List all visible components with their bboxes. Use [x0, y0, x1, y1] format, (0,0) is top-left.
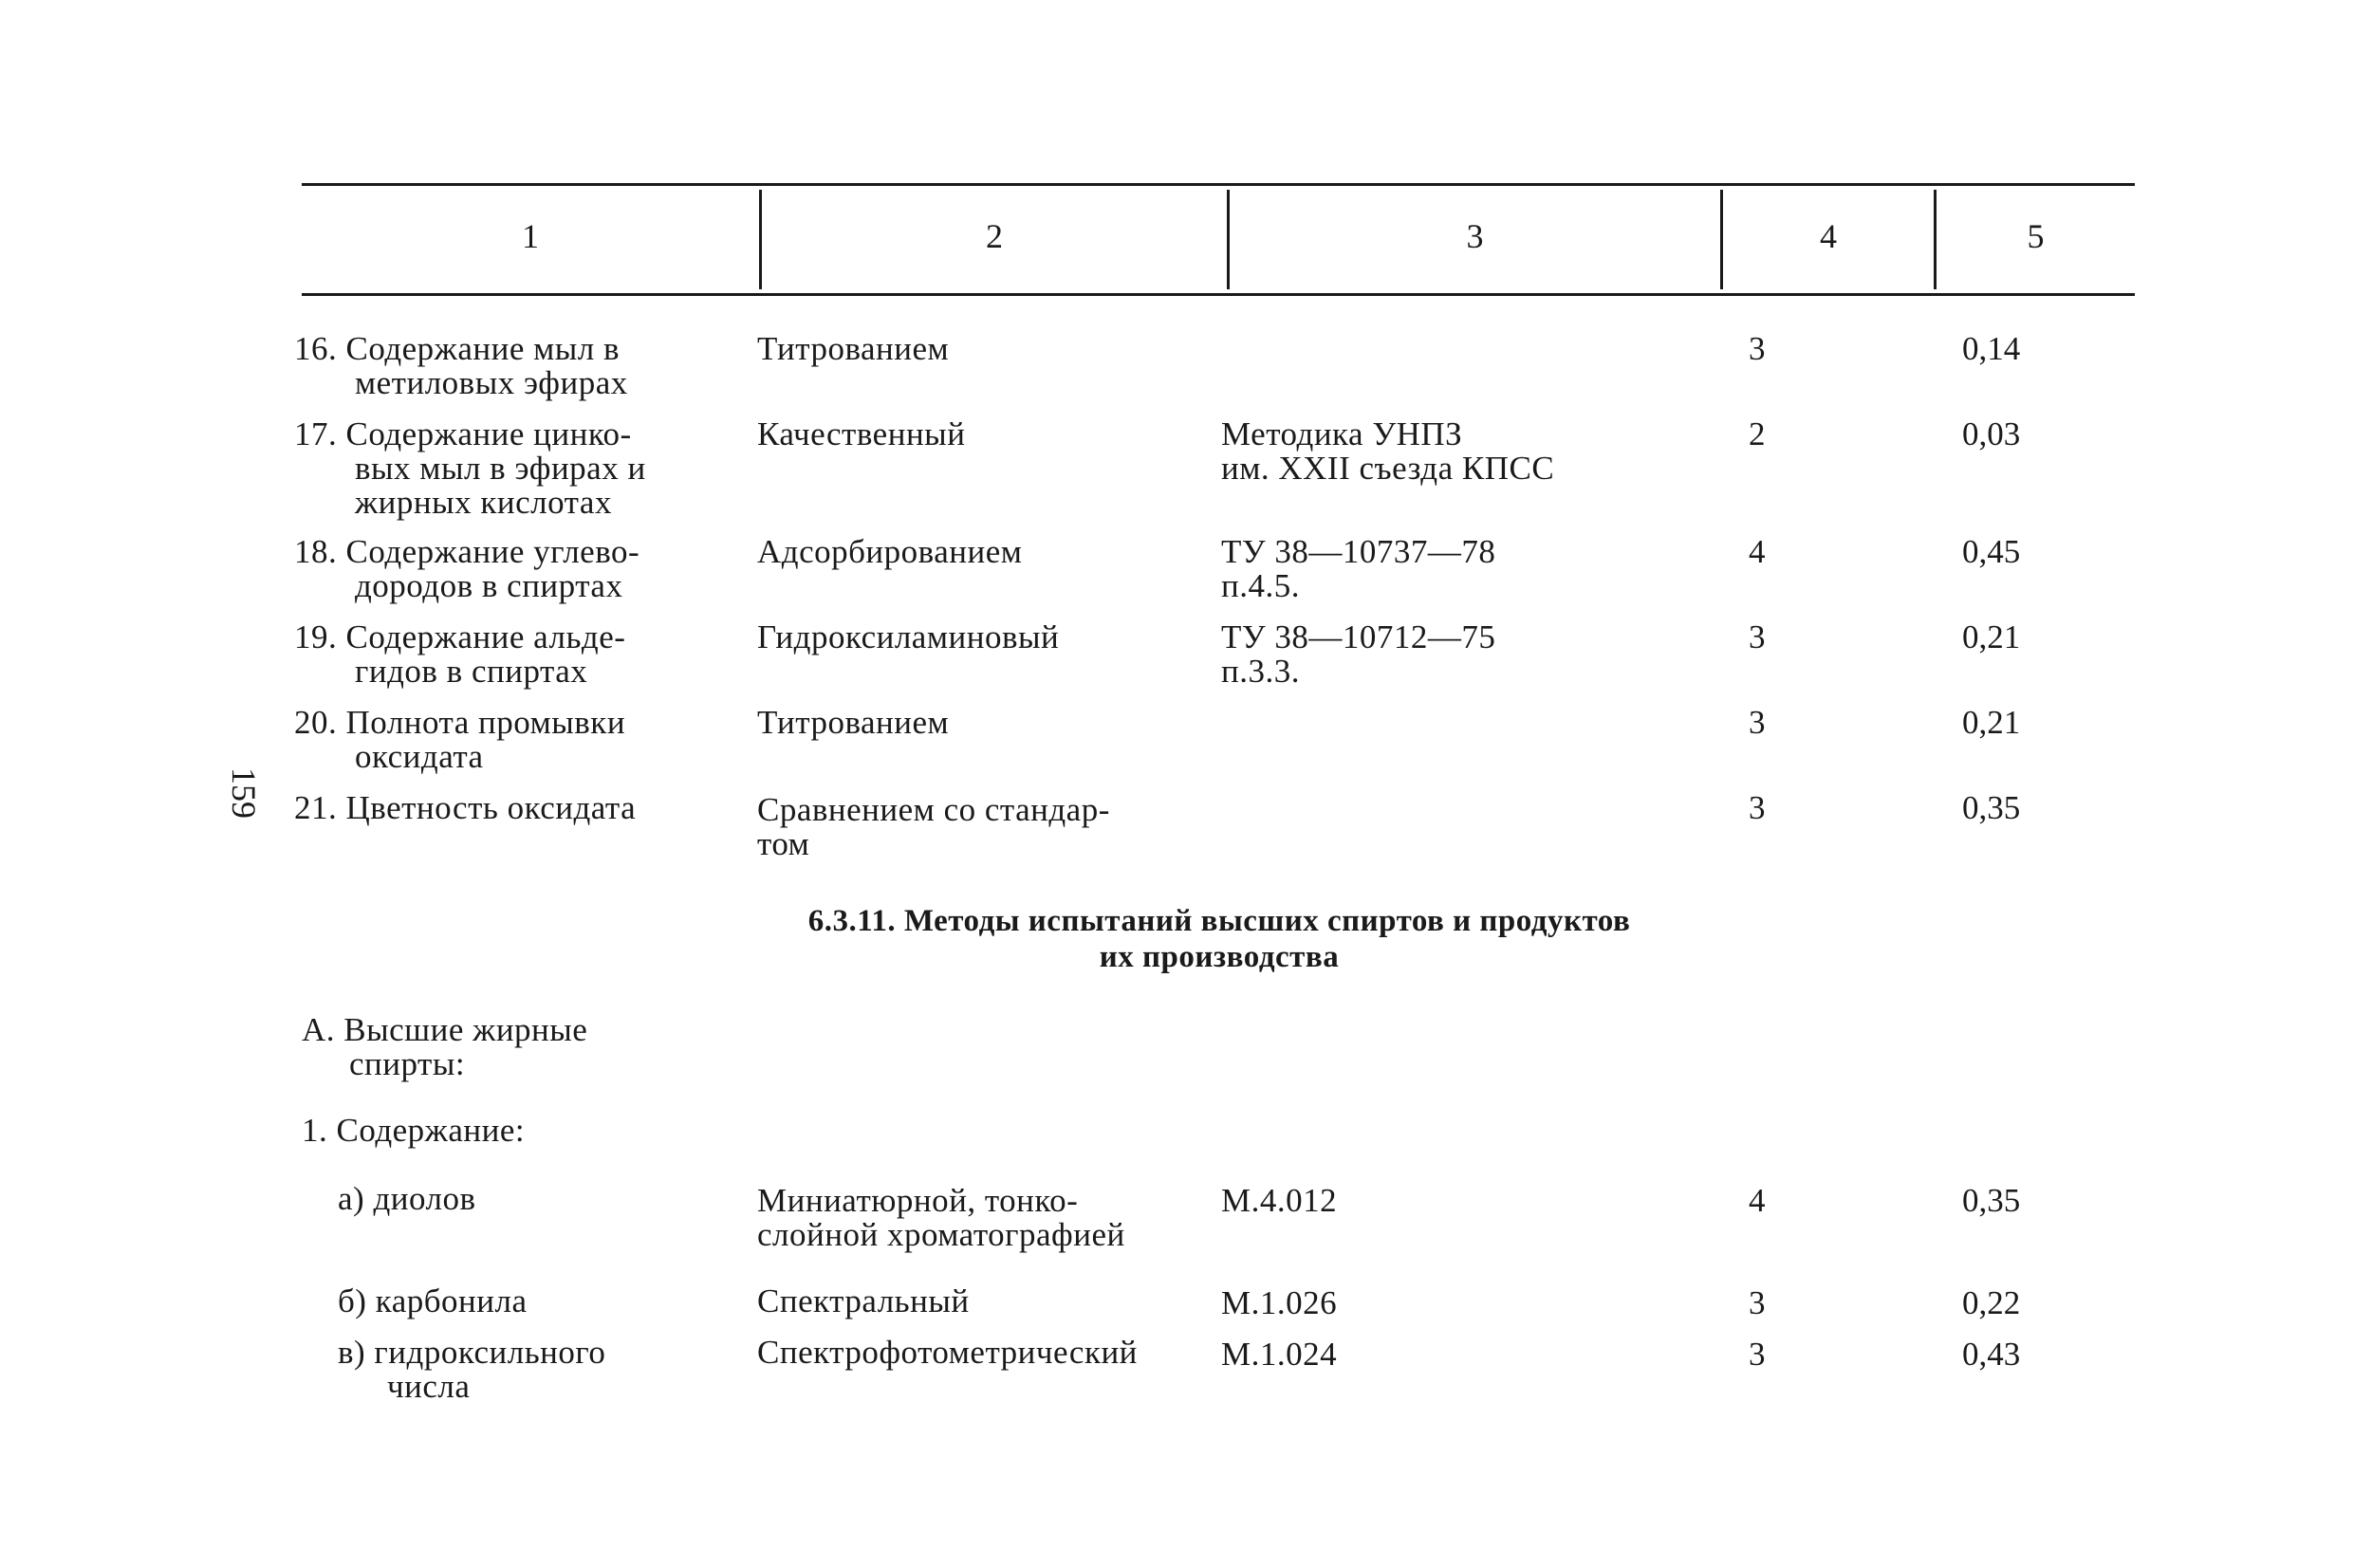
row-col5: 0,21: [1962, 704, 2021, 741]
row-method: Спектральный: [757, 1282, 970, 1319]
group-heading: А. Высшие жирные: [302, 1011, 588, 1048]
row-name-line: дородов в спиртах: [355, 567, 623, 604]
row-name-line: в) гидроксильного: [338, 1334, 606, 1371]
row-name-line: а) диолов: [338, 1180, 476, 1217]
row-name-line: б) карбонила: [338, 1282, 528, 1319]
row-name-line: 20. Полнота промывки: [294, 704, 626, 741]
table-top-rule: [302, 183, 2135, 186]
row-name-line: 19. Содержание альде-: [294, 618, 626, 655]
row-method: Миниатюрной, тонко-: [757, 1182, 1079, 1219]
section-title-line: их производства: [1099, 940, 1340, 974]
row-col5: 0,21: [1962, 618, 2021, 655]
row-doc: ТУ 38—10737—78: [1221, 533, 1496, 570]
row-col4: 3: [1749, 1284, 1766, 1321]
row-col5: 0,03: [1962, 415, 2021, 452]
row-method: Адсорбированием: [757, 533, 1023, 570]
section-title-line: 6.3.11. Методы испытаний высших спиртов и продуктов: [807, 904, 1631, 938]
column-header-1: 1: [522, 217, 539, 255]
column-header-5: 5: [2027, 217, 2045, 255]
row-method: Титрованием: [757, 704, 950, 741]
item-heading: 1. Содержание:: [302, 1112, 526, 1149]
column-header-3: 3: [1466, 217, 1484, 255]
page-number: 159: [225, 767, 263, 819]
row-doc: п.4.5.: [1221, 567, 1300, 604]
section-title: [731, 903, 1708, 975]
row-method: Спектрофотометрический: [757, 1334, 1138, 1371]
row-method: том: [757, 825, 810, 862]
row-name-line: 21. Цветность оксидата: [294, 789, 637, 826]
row-col4: 4: [1749, 533, 1766, 570]
group-heading: спирты:: [349, 1045, 466, 1082]
row-doc: ТУ 38—10712—75: [1221, 618, 1496, 655]
row-col4: 3: [1749, 704, 1766, 741]
row-col4: 3: [1749, 618, 1766, 655]
row-doc: М.1.026: [1221, 1284, 1338, 1321]
column-header-4: 4: [1820, 217, 1837, 255]
row-doc: М.1.024: [1221, 1336, 1338, 1373]
row-method: Гидроксиламиновый: [757, 618, 1060, 655]
row-name-line: числа: [387, 1368, 471, 1405]
row-name-line: жирных кислотах: [355, 484, 612, 521]
row-col5: 0,43: [1962, 1336, 2021, 1373]
row-name-line: метиловых эфирах: [355, 364, 628, 401]
column-header-2: 2: [986, 217, 1003, 255]
row-method: Качественный: [757, 415, 966, 452]
row-doc: им. XXII съезда КПСС: [1221, 450, 1555, 487]
row-method: слойной хроматографией: [757, 1216, 1125, 1253]
row-name-line: оксидата: [355, 738, 484, 775]
row-doc: М.4.012: [1221, 1182, 1338, 1219]
row-method: Сравнением со стандар-: [757, 791, 1110, 828]
row-name-line: 18. Содержание углево-: [294, 533, 640, 570]
row-col5: 0,35: [1962, 789, 2021, 826]
row-doc: Методика УНПЗ: [1221, 415, 1463, 452]
row-doc: п.3.3.: [1221, 653, 1300, 690]
row-name-line: 16. Содержание мыл в: [294, 330, 621, 367]
table-header-bottom-rule: [302, 293, 2135, 296]
row-col4: 4: [1749, 1182, 1766, 1219]
row-col4: 2: [1749, 415, 1766, 452]
row-method: Титрованием: [757, 330, 950, 367]
row-col4: 3: [1749, 1336, 1766, 1373]
row-col5: 0,14: [1962, 330, 2021, 367]
row-name-line: гидов в спиртах: [355, 653, 588, 690]
row-col4: 3: [1749, 789, 1766, 826]
row-col4: 3: [1749, 330, 1766, 367]
row-name-line: вых мыл в эфирах и: [355, 450, 646, 487]
row-col5: 0,35: [1962, 1182, 2021, 1219]
row-col5: 0,22: [1962, 1284, 2021, 1321]
row-name-line: 17. Содержание цинко-: [294, 415, 632, 452]
row-col5: 0,45: [1962, 533, 2021, 570]
